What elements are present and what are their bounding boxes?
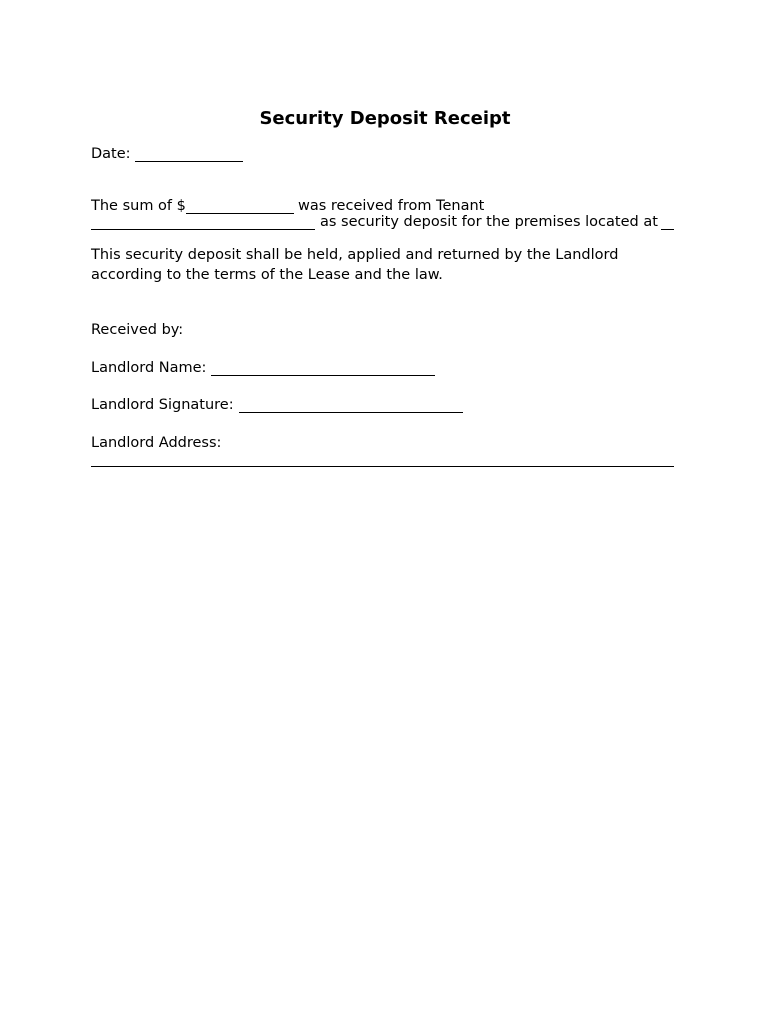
paragraph-line-2: according to the terms of the Lease and the law. [91, 267, 443, 283]
date-blank[interactable] [135, 161, 243, 162]
landlord-name-label: Landlord Name: [91, 360, 207, 376]
paragraph-line-1: This security deposit shall be held, applied and returned by the Landlord [91, 247, 619, 263]
page-title: Security Deposit Receipt [259, 108, 511, 129]
date-label: Date: [91, 146, 131, 162]
sum-suffix-text: was received from Tenant [298, 198, 485, 214]
landlord-signature-label: Landlord Signature: [91, 397, 234, 413]
tenant-name-blank[interactable] [91, 229, 315, 230]
sum-amount-blank[interactable] [186, 213, 294, 214]
deposit-text: as security deposit for the premises located at [320, 214, 658, 230]
landlord-address-line[interactable] [91, 466, 674, 467]
premises-address-blank[interactable] [661, 229, 674, 230]
received-by-label: Received by: [91, 322, 184, 338]
sum-prefix-text: The sum of $ [91, 198, 186, 214]
landlord-address-label: Landlord Address: [91, 435, 222, 451]
landlord-signature-blank[interactable] [239, 412, 463, 413]
landlord-name-blank[interactable] [211, 375, 435, 376]
